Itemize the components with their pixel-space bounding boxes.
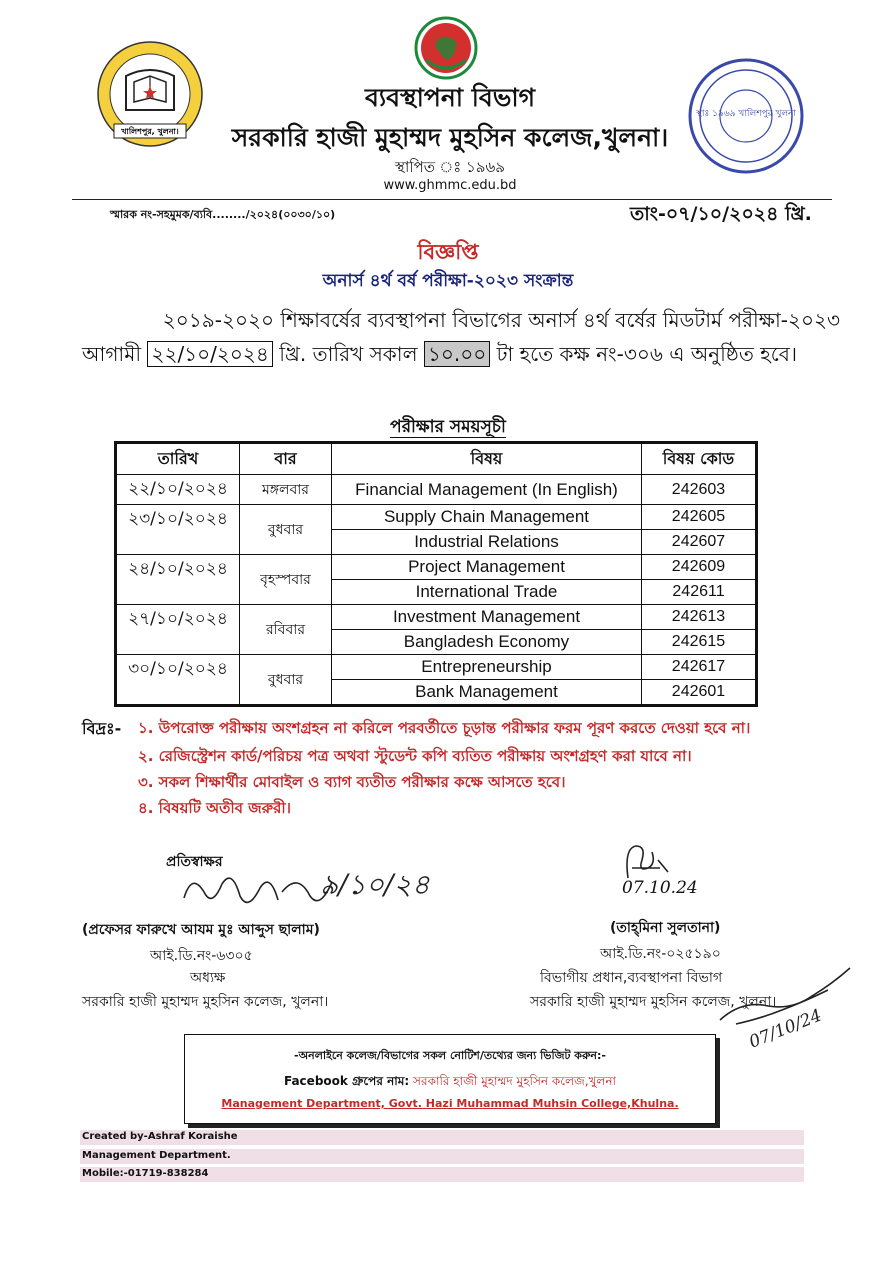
table-row: [116, 505, 757, 530]
subject-name: Bank Management: [332, 680, 642, 706]
notes-label: বিদ্রঃ-: [82, 719, 122, 738]
notice-line2-prefix: আগামী: [82, 342, 142, 366]
notice-line2-mid: খ্রি. তারিখ সকাল: [279, 342, 418, 366]
department-name: ব্যবস্থাপনা বিভাগ: [364, 83, 536, 112]
countersign-label: প্রতিস্বাক্ষর: [166, 854, 223, 870]
subject-code: 242615: [642, 630, 757, 655]
exam-day: রবিবার: [240, 605, 332, 655]
head-college: সরকারি হাজী মুহাম্মদ মুহসিন কলেজ, খুলনা।: [530, 994, 777, 1010]
subject-code: 242613: [642, 605, 757, 630]
subject-code: 242605: [642, 505, 757, 530]
online-visit-text: -অনলাইনে কলেজ/বিভাগের সকল নোটিশ/তথ্যের জন্য ভিজিট করুন:-: [294, 1049, 606, 1062]
facebook-group-prefix: Facebook গ্রুপের নাম:: [283, 1074, 410, 1088]
facebook-group-line: [185, 1073, 715, 1093]
notice-line2-suffix: টা হতে কক্ষ নং-৩০৬ এ অনুষ্ঠিত হবে।: [496, 342, 798, 366]
college-logo-caption: খালিশপুর, খুলনা।: [121, 127, 179, 136]
exam-day: বৃহস্পবার: [240, 555, 332, 605]
head-signature-date: 07.10.24: [622, 878, 698, 898]
table-row: [116, 475, 757, 505]
header-day: বার: [240, 443, 332, 475]
notice-body-line-1: ২০১৯-২০২০ শিক্ষাবর্ষের ব্যবস্থাপনা বিভাগের অনার্স ৪র্থ বর্ষের মিডটার্ম পরীক্ষা-২০২৩: [162, 308, 840, 332]
received-signature: [712, 960, 862, 1055]
schedule-title-text: পরীক্ষার সময়সূচী: [390, 417, 506, 437]
table-row: [116, 555, 757, 580]
subject-name: Entrepreneurship: [332, 655, 642, 680]
footer-mobile: Mobile:-01719-838284: [82, 1168, 209, 1179]
established-year: স্থাপিত ঃ ১৯৬৯: [395, 158, 505, 176]
header-code: বিষয় কোড: [642, 443, 757, 475]
table-header-row: [116, 443, 757, 475]
facebook-group-name: সরকারি হাজী মুহাম্মদ মুহসিন কলেজ,খুলনা: [413, 1074, 617, 1088]
subject-name: Financial Management (In English): [332, 475, 642, 505]
footer-created-by: Created by-Ashraf Koraishe: [82, 1131, 238, 1142]
subject-code: 242607: [642, 530, 757, 555]
memo-number: স্মারক নং-সহমুমক/ব্যবি......../২০২৪(০০৩০/১০): [110, 208, 336, 221]
subject-code: 242609: [642, 555, 757, 580]
department-seal-text: স্থাঃ ১৯৬৯ খালিশপুর খুলনা: [695, 109, 797, 119]
footer-department: Management Department.: [82, 1150, 231, 1161]
head-name: (তাহ্‌মিনা সুলতানা): [610, 920, 721, 936]
college-logo: [96, 40, 204, 148]
notice-body-line-2: [82, 340, 797, 373]
notice-subtitle: অনার্স ৪র্থ বর্ষ পরীক্ষা-২০২৩ সংক্রান্ত: [322, 271, 574, 291]
note-item: ১. উপরোক্ত পরীক্ষায় অংশগ্রহন না করিলে পরবর্তীতে চূড়ান্ত পরীক্ষার ফরম পূরণ করতে দেওয়া হবে না।: [138, 719, 751, 737]
government-emblem: [414, 16, 478, 80]
notice-title: বিজ্ঞপ্তি: [417, 240, 479, 264]
subject-name: International Trade: [332, 580, 642, 605]
principal-signature-date: ৯/১০/২৪: [320, 868, 430, 901]
exam-date: ২২/১০/২০২৪: [116, 475, 240, 505]
facebook-group-link[interactable]: Management Department, Govt. Hazi Muhammad Muhsin College,Khulna.: [221, 1097, 679, 1110]
exam-date: ৩০/১০/২০২৪: [116, 655, 240, 706]
note-item: ২. রেজিস্ট্রেশন কার্ড/পরিচয় পত্র অথবা স্টুডেন্ট কপি ব্যতিত পরীক্ষায় অংশগ্রহণ করা যাবে না।: [138, 747, 692, 765]
subject-code: 242601: [642, 680, 757, 706]
subject-code: 242611: [642, 580, 757, 605]
subject-name: Investment Management: [332, 605, 642, 630]
principal-role: অধ্যক্ষ: [190, 970, 226, 986]
principal-id: আই.ডি.নং-৬৩০৫: [150, 948, 253, 964]
principal-name: (প্রফেসর ফারুখে আযম মুঃ আব্দুস ছালাম): [82, 922, 320, 938]
table-row: [116, 605, 757, 630]
note-item: ৪. বিষয়টি অতীব জরুরী।: [138, 799, 292, 817]
subject-code: 242617: [642, 655, 757, 680]
exam-day: বুধবার: [240, 655, 332, 706]
subject-code: 242603: [642, 475, 757, 505]
note-item: ৩. সকল শিক্ষার্থীর মোবাইল ও ব্যাগ ব্যতীত পরীক্ষার কক্ষে আসতে হবে।: [138, 773, 566, 791]
exam-schedule-table: [114, 441, 758, 707]
website-url: www.ghmmc.edu.bd: [383, 178, 517, 193]
subject-name: Project Management: [332, 555, 642, 580]
exam-date: ২৩/১০/২০২৪: [116, 505, 240, 555]
subject-name: Bangladesh Economy: [332, 630, 642, 655]
principal-college: সরকারি হাজী মুহাম্মদ মুহসিন কলেজ, খুলনা।: [82, 994, 329, 1010]
head-id: আই.ডি.নং-০২৫১৯০: [600, 946, 721, 962]
subject-name: Industrial Relations: [332, 530, 642, 555]
college-name: সরকারি হাজী মুহাম্মদ মুহসিন কলেজ,খুলনা।: [231, 123, 669, 152]
memo-date: তাং-০৭/১০/২০২৪ খ্রি.: [630, 203, 812, 225]
department-seal: [686, 56, 806, 176]
head-role: বিভাগীয় প্রধান,ব্যবস্থাপনা বিভাগ: [540, 970, 723, 986]
exam-day: মঙ্গলবার: [240, 475, 332, 505]
exam-start-time: ১০.০০: [424, 341, 490, 367]
subject-name: Supply Chain Management: [332, 505, 642, 530]
schedule-title: [320, 414, 576, 442]
exam-day: বুধবার: [240, 505, 332, 555]
header-subject: বিষয়: [332, 443, 642, 475]
exam-start-date: ২২/১০/২০২৪: [147, 341, 272, 367]
online-info-box: [184, 1034, 716, 1124]
header-date: তারিখ: [116, 443, 240, 475]
exam-date: ২৪/১০/২০২৪: [116, 555, 240, 605]
received-signature-date: 07/10/24: [746, 1005, 825, 1053]
exam-date: ২৭/১০/২০২৪: [116, 605, 240, 655]
table-row: [116, 655, 757, 680]
